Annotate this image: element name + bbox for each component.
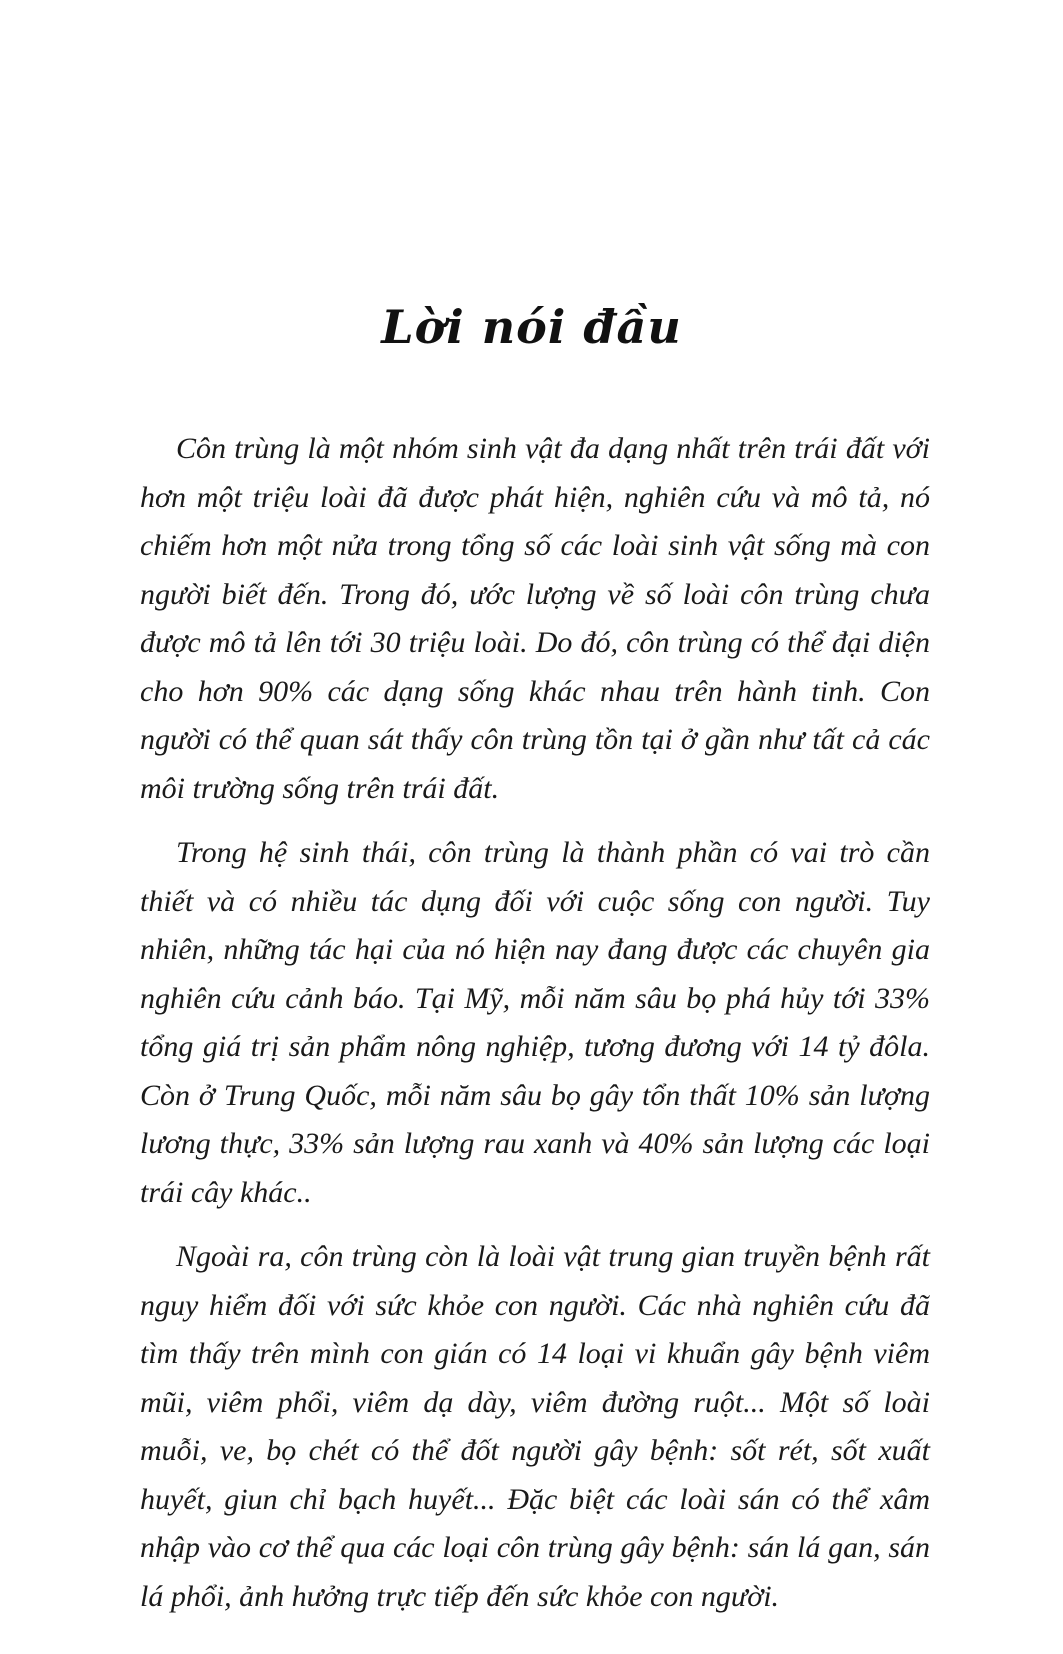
body-text xyxy=(140,425,930,1637)
paragraph-3: Ngoài ra, côn trùng còn là loài vật trung gian truyền bệnh rất nguy hiểm đối với sức khỏe con người. Các nhà nghiên cứu đã tìm thấy trên mình con gián có 14 loại vi khuẩn gây bệnh viêm mũi, viêm phổi, viêm dạ dày, viêm đường ruột... Một số loài muỗi, ve, bọ chét có thể đốt người gây bệnh: sốt rét, sốt xuất huyết, giun chỉ bạch huyết... Đặc biệt các loài sán có thể xâm nhập vào cơ thể qua các loại côn trùng gây bệnh: sán lá gan, sán lá phổi, ảnh hưởng trực tiếp đến sức khỏe con người. xyxy=(140,1240,930,1613)
page-title: Lời nói đầu xyxy=(381,300,682,354)
paragraph-2: Trong hệ sinh thái, côn trùng là thành phần có vai trò cần thiết và có nhiều tác dụng đối với cuộc sống con người. Tuy nhiên, những tác hại của nó hiện nay đang được các chuyên gia nghiên cứu cảnh báo. Tại Mỹ, mỗi năm sâu bọ phá hủy tới 33% tổng giá trị sản phẩm nông nghiệp, tương đương với 14 tỷ đôla. Còn ở Trung Quốc, mỗi năm sâu bọ gây tổn thất 10% sản lượng lương thực, 33% sản lượng rau xanh và 40% sản lượng các loại trái cây khác.. xyxy=(140,836,930,1209)
paragraph-1: Côn trùng là một nhóm sinh vật đa dạng nhất trên trái đất với hơn một triệu loài đã được phát hiện, nghiên cứu và mô tả, nó chiếm hơn một nửa trong tổng số các loài sinh vật sống mà con người biết đến. Trong đó, ước lượng về số loài côn trùng chưa được mô tả lên tới 30 triệu loài. Do đó, côn trùng có thể đại diện cho hơn 90% các dạng sống khác nhau trên hành tinh. Con người có thể quan sát thấy côn trùng tồn tại ở gần như tất cả các môi trường sống trên trái đất. xyxy=(140,432,930,805)
